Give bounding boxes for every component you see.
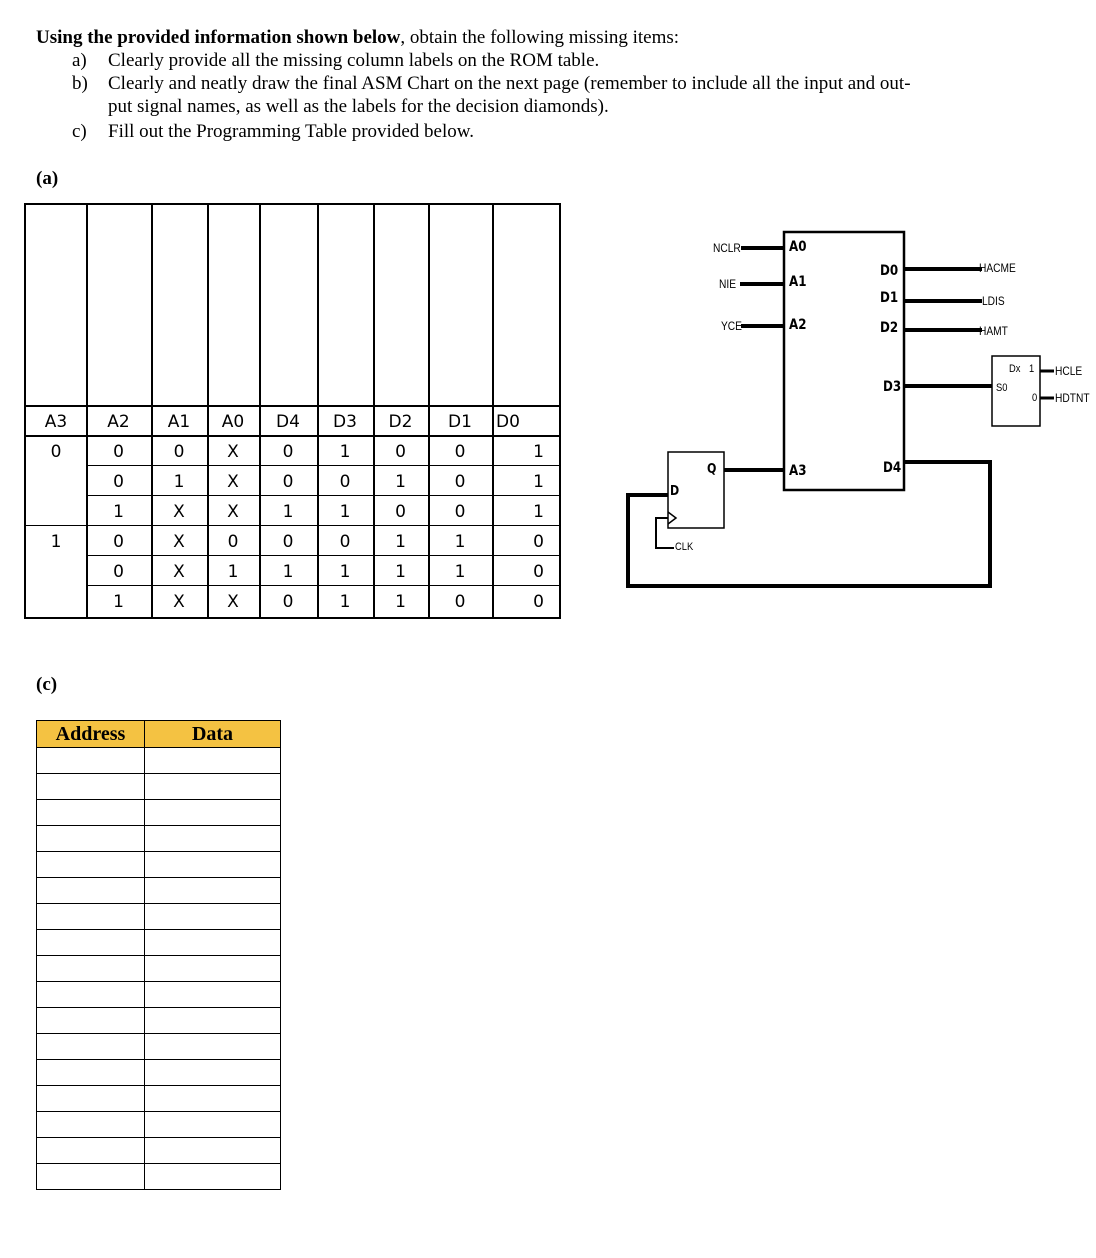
rom-header-a3: A3 bbox=[44, 412, 68, 432]
rom-cell: 1 bbox=[395, 562, 406, 582]
programming-table bbox=[36, 720, 281, 1190]
rom-cell: 0 bbox=[395, 502, 406, 522]
rom-cell: 0 bbox=[173, 442, 185, 462]
prog-row bbox=[37, 930, 281, 956]
prog-address-cell[interactable] bbox=[37, 930, 145, 956]
pin-d1: D1 bbox=[880, 290, 899, 306]
rom-header-d2: D2 bbox=[388, 412, 413, 432]
prog-row bbox=[37, 800, 281, 826]
rom-cell: 0 bbox=[339, 472, 351, 492]
rom-cell: 1 bbox=[339, 442, 351, 462]
rom-header-a1: A1 bbox=[167, 412, 191, 432]
rom-cell: X bbox=[173, 502, 185, 522]
prog-data-cell[interactable] bbox=[145, 1112, 281, 1138]
prog-data-cell[interactable] bbox=[145, 930, 281, 956]
prog-row bbox=[37, 826, 281, 852]
prog-data-cell[interactable] bbox=[145, 1060, 281, 1086]
circuit-wires bbox=[600, 230, 1090, 610]
rom-row-divider bbox=[86, 585, 559, 586]
rom-cell: X bbox=[227, 592, 239, 612]
rom-cell: 1 bbox=[533, 472, 544, 492]
prog-row bbox=[37, 852, 281, 878]
instruction-item-a: a) Clearly provide all the missing column labels on the ROM table. bbox=[72, 50, 600, 71]
instruction-item-b: b) Clearly and neatly draw the final ASM Chart on the next page (remember to include all the input and out- put signal names, as well as the labels for the decision diamonds). bbox=[72, 73, 911, 117]
prog-address-cell[interactable] bbox=[37, 1034, 145, 1060]
demux-out-hcle: HCLE bbox=[1055, 364, 1083, 378]
rom-cell: 1 bbox=[533, 442, 544, 462]
rom-cell: 1 bbox=[395, 472, 406, 492]
instructions bbox=[36, 26, 996, 143]
rom-header-d4: D4 bbox=[276, 412, 300, 432]
prog-data-cell[interactable] bbox=[145, 1086, 281, 1112]
prog-row bbox=[37, 904, 281, 930]
pin-a1: A1 bbox=[789, 274, 807, 290]
rom-cell: X bbox=[173, 532, 185, 552]
rom-cell: 0 bbox=[454, 442, 466, 462]
rom-cell: 1 bbox=[339, 502, 351, 522]
rom-cell: 0 bbox=[282, 532, 294, 552]
rom-cell: 1 bbox=[173, 472, 185, 492]
demux-out-hdtnt: HDTNT bbox=[1055, 391, 1090, 405]
pin-d3: D3 bbox=[883, 379, 902, 395]
prog-data-cell[interactable] bbox=[145, 956, 281, 982]
rom-cell: 1 bbox=[227, 562, 239, 582]
rom-cell: 1 bbox=[113, 502, 124, 522]
prog-address-cell[interactable] bbox=[37, 1060, 145, 1086]
prog-address-cell[interactable] bbox=[37, 1086, 145, 1112]
rom-cell: 1 bbox=[454, 532, 466, 552]
prog-data-cell[interactable] bbox=[145, 982, 281, 1008]
rom-cell: X bbox=[173, 592, 185, 612]
prog-data-cell[interactable] bbox=[145, 1164, 281, 1190]
rom-cell: 0 bbox=[113, 472, 124, 492]
instructions-lead: Using the provided information shown below, obtain the following missing items: bbox=[36, 27, 680, 48]
rom-cell: 0 bbox=[454, 592, 466, 612]
prog-row bbox=[37, 1008, 281, 1034]
rom-row-divider bbox=[86, 465, 559, 466]
prog-address-cell[interactable] bbox=[37, 800, 145, 826]
rom-cell: 1 bbox=[339, 592, 351, 612]
rom-header-d0: D0 bbox=[496, 412, 520, 432]
prog-row bbox=[37, 1164, 281, 1190]
output-label-hacme: HACME bbox=[979, 261, 1016, 275]
pin-d4: D4 bbox=[883, 460, 902, 476]
demux-s0-label: S0 bbox=[996, 382, 1008, 394]
rom-row-divider bbox=[26, 525, 559, 526]
prog-data-cell[interactable] bbox=[145, 1138, 281, 1164]
prog-address-cell[interactable] bbox=[37, 982, 145, 1008]
rom-header-d1: D1 bbox=[448, 412, 472, 432]
output-label-hamt: HAMT bbox=[979, 324, 1008, 338]
ff-clk-label: CLK bbox=[675, 541, 694, 553]
prog-data-cell[interactable] bbox=[145, 904, 281, 930]
prog-row bbox=[37, 982, 281, 1008]
prog-row bbox=[37, 1112, 281, 1138]
rom-header-d3: D3 bbox=[333, 412, 357, 432]
rom-cell: 0 bbox=[282, 472, 294, 492]
rom-header-a0: A0 bbox=[221, 412, 245, 432]
rom-cell: X bbox=[227, 442, 239, 462]
rom-header-a2: A2 bbox=[107, 412, 130, 432]
rom-cell: 1 bbox=[395, 532, 406, 552]
prog-address-cell[interactable] bbox=[37, 748, 145, 774]
rom-table bbox=[24, 203, 561, 619]
prog-header-data: Data bbox=[145, 721, 281, 748]
pin-d2: D2 bbox=[880, 320, 899, 336]
rom-cell: X bbox=[227, 502, 239, 522]
pin-d0: D0 bbox=[880, 263, 899, 279]
demux-one-label: 1 bbox=[1029, 363, 1035, 375]
circuit-diagram bbox=[600, 230, 1090, 610]
prog-data-cell[interactable] bbox=[145, 1008, 281, 1034]
ff-d-label: D bbox=[670, 484, 680, 499]
prog-address-cell[interactable] bbox=[37, 1112, 145, 1138]
rom-cell: 0 bbox=[454, 472, 466, 492]
pin-a2: A2 bbox=[789, 317, 807, 333]
ff-q-label: Q bbox=[707, 462, 717, 477]
output-label-ldis: LDIS bbox=[982, 294, 1005, 308]
prog-row bbox=[37, 774, 281, 800]
rom-cell: X bbox=[227, 472, 239, 492]
rom-cell: 0 bbox=[282, 592, 294, 612]
prog-data-cell[interactable] bbox=[145, 748, 281, 774]
prog-row bbox=[37, 1034, 281, 1060]
prog-header-address: Address bbox=[37, 721, 145, 748]
prog-address-cell[interactable] bbox=[37, 1164, 145, 1190]
rom-header-bottom bbox=[26, 435, 559, 437]
prog-data-cell[interactable] bbox=[145, 800, 281, 826]
prog-address-cell[interactable] bbox=[37, 852, 145, 878]
rom-cell: 0 bbox=[339, 532, 351, 552]
rom-cell: 0 bbox=[227, 532, 239, 552]
rom-cell: 1 bbox=[395, 592, 406, 612]
rom-cell: 0 bbox=[454, 502, 466, 522]
rom-cell: 0 bbox=[395, 442, 406, 462]
rom-cell: 0 bbox=[113, 562, 124, 582]
prog-row bbox=[37, 1086, 281, 1112]
input-label-yce: YCE bbox=[721, 319, 742, 333]
prog-address-cell[interactable] bbox=[37, 826, 145, 852]
rom-cell: 1 bbox=[339, 562, 351, 582]
section-a-label: (a) bbox=[36, 168, 59, 189]
prog-row bbox=[37, 956, 281, 982]
prog-row bbox=[37, 748, 281, 774]
prog-data-cell[interactable] bbox=[145, 774, 281, 800]
prog-data-cell[interactable] bbox=[145, 878, 281, 904]
prog-address-cell[interactable] bbox=[37, 1008, 145, 1034]
rom-row-divider bbox=[86, 555, 559, 556]
rom-cell: 0 bbox=[533, 532, 544, 552]
prog-address-cell[interactable] bbox=[37, 904, 145, 930]
programming-table-body bbox=[37, 748, 281, 1190]
section-c-label: (c) bbox=[36, 674, 58, 695]
prog-address-cell[interactable] bbox=[37, 956, 145, 982]
prog-address-cell[interactable] bbox=[37, 1138, 145, 1164]
rom-cell: 1 bbox=[454, 562, 466, 582]
pin-a3: A3 bbox=[789, 463, 807, 479]
rom-cell: 1 bbox=[533, 502, 544, 522]
pin-a0: A0 bbox=[789, 239, 807, 255]
rom-header-divider bbox=[26, 405, 559, 407]
rom-cell: 1 bbox=[282, 502, 294, 522]
prog-row bbox=[37, 1138, 281, 1164]
rom-cell: 1 bbox=[282, 562, 294, 582]
rom-row-divider bbox=[86, 495, 559, 496]
demux-zero-label: 0 bbox=[1032, 392, 1038, 404]
rom-cell: 0 bbox=[533, 592, 544, 612]
prog-data-cell[interactable] bbox=[145, 826, 281, 852]
prog-row bbox=[37, 878, 281, 904]
prog-row bbox=[37, 1060, 281, 1086]
prog-address-cell[interactable] bbox=[37, 774, 145, 800]
rom-cell: 1 bbox=[113, 592, 124, 612]
input-label-nclr: NCLR bbox=[713, 241, 741, 255]
demux-dx-label: Dx bbox=[1009, 363, 1021, 375]
rom-cell: 1 bbox=[50, 532, 62, 552]
prog-data-cell[interactable] bbox=[145, 852, 281, 878]
prog-data-cell[interactable] bbox=[145, 1034, 281, 1060]
rom-cell: X bbox=[173, 562, 185, 582]
rom-cell: 0 bbox=[113, 532, 124, 552]
rom-cell: 0 bbox=[50, 442, 62, 462]
rom-cell: 0 bbox=[113, 442, 124, 462]
instruction-item-c: c) Fill out the Programming Table provided below. bbox=[72, 121, 474, 142]
rom-cell: 0 bbox=[282, 442, 294, 462]
input-label-nie: NIE bbox=[719, 277, 737, 291]
rom-cell: 0 bbox=[533, 562, 544, 582]
prog-address-cell[interactable] bbox=[37, 878, 145, 904]
